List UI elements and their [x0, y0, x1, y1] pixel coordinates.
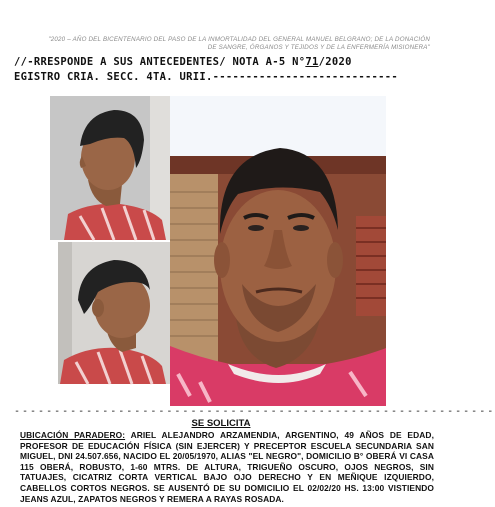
reference-suffix: /2020: [318, 56, 352, 68]
profile-photo-bottom: [58, 242, 170, 384]
frontal-photo-image: [170, 96, 386, 406]
description-text: ARIEL ALEJANDRO ARZAMENDIA, ARGENTINO, 49 AÑOS DE EDAD, PROFESOR DE EDUCACIÓN FÍSICA (SIN EJERCER) Y PRECEPTOR ESCUELA SECUNDARIA SAN MIGUEL, DNI 24.507.656, NACIDO EL 20/05/1970, ALIAS "EL NEGRO", DOMICILIO B° OBERÁ VI CASA 115 OBERÁ, ROBUSTO, 1-60 MTRS. DE ALTURA, TRIGUEÑO OSCURO, OJOS NEGROS, SIN TATUAJES, CICATRIZ CORTA VERTICAL BAJO OJO DERECHO Y EN MEÑIQUE IZQUIERDO, CABELLOS CORTOS NEGROS. SE AUSENTÓ DE SU DOMICILIO EL 02/02/20 HS. 13:00 VISTIENDO JEANS AZUL, ZAPATOS NEGROS Y REMERA A RAYAS ROSADA.: [20, 430, 434, 504]
section-separator: ------------------------------------------------------------: [14, 406, 495, 417]
reference-prefix: //-RRESPONDE A SUS ANTECEDENTES/ NOTA A-5 N°: [14, 56, 306, 68]
description-paragraph: [20, 430, 434, 504]
frontal-photo: [170, 96, 386, 406]
registry-line: EGISTRO CRIA. SECC. 4TA. URII.----------------------------: [14, 71, 399, 83]
reference-line: [14, 56, 434, 68]
profile-photo-bottom-image: [58, 242, 170, 384]
profile-photo-top-image: [50, 96, 170, 240]
section-title: SE SOLICITA: [191, 418, 251, 429]
note-number: 71: [305, 56, 319, 68]
commemorative-motto: "2020 – AÑO DEL BICENTENARIO DEL PASO DE LA INMORTALIDAD DEL GENERAL MANUEL BELGRANO; DE LA DONACIÓN DE SANGRE, ÓRGANOS Y TEJIDOS Y DE LA ENFERMERÍA MISIONERA": [48, 36, 430, 51]
description-label: UBICACIÓN PARADERO:: [20, 430, 126, 440]
profile-photo-top: [50, 96, 170, 240]
